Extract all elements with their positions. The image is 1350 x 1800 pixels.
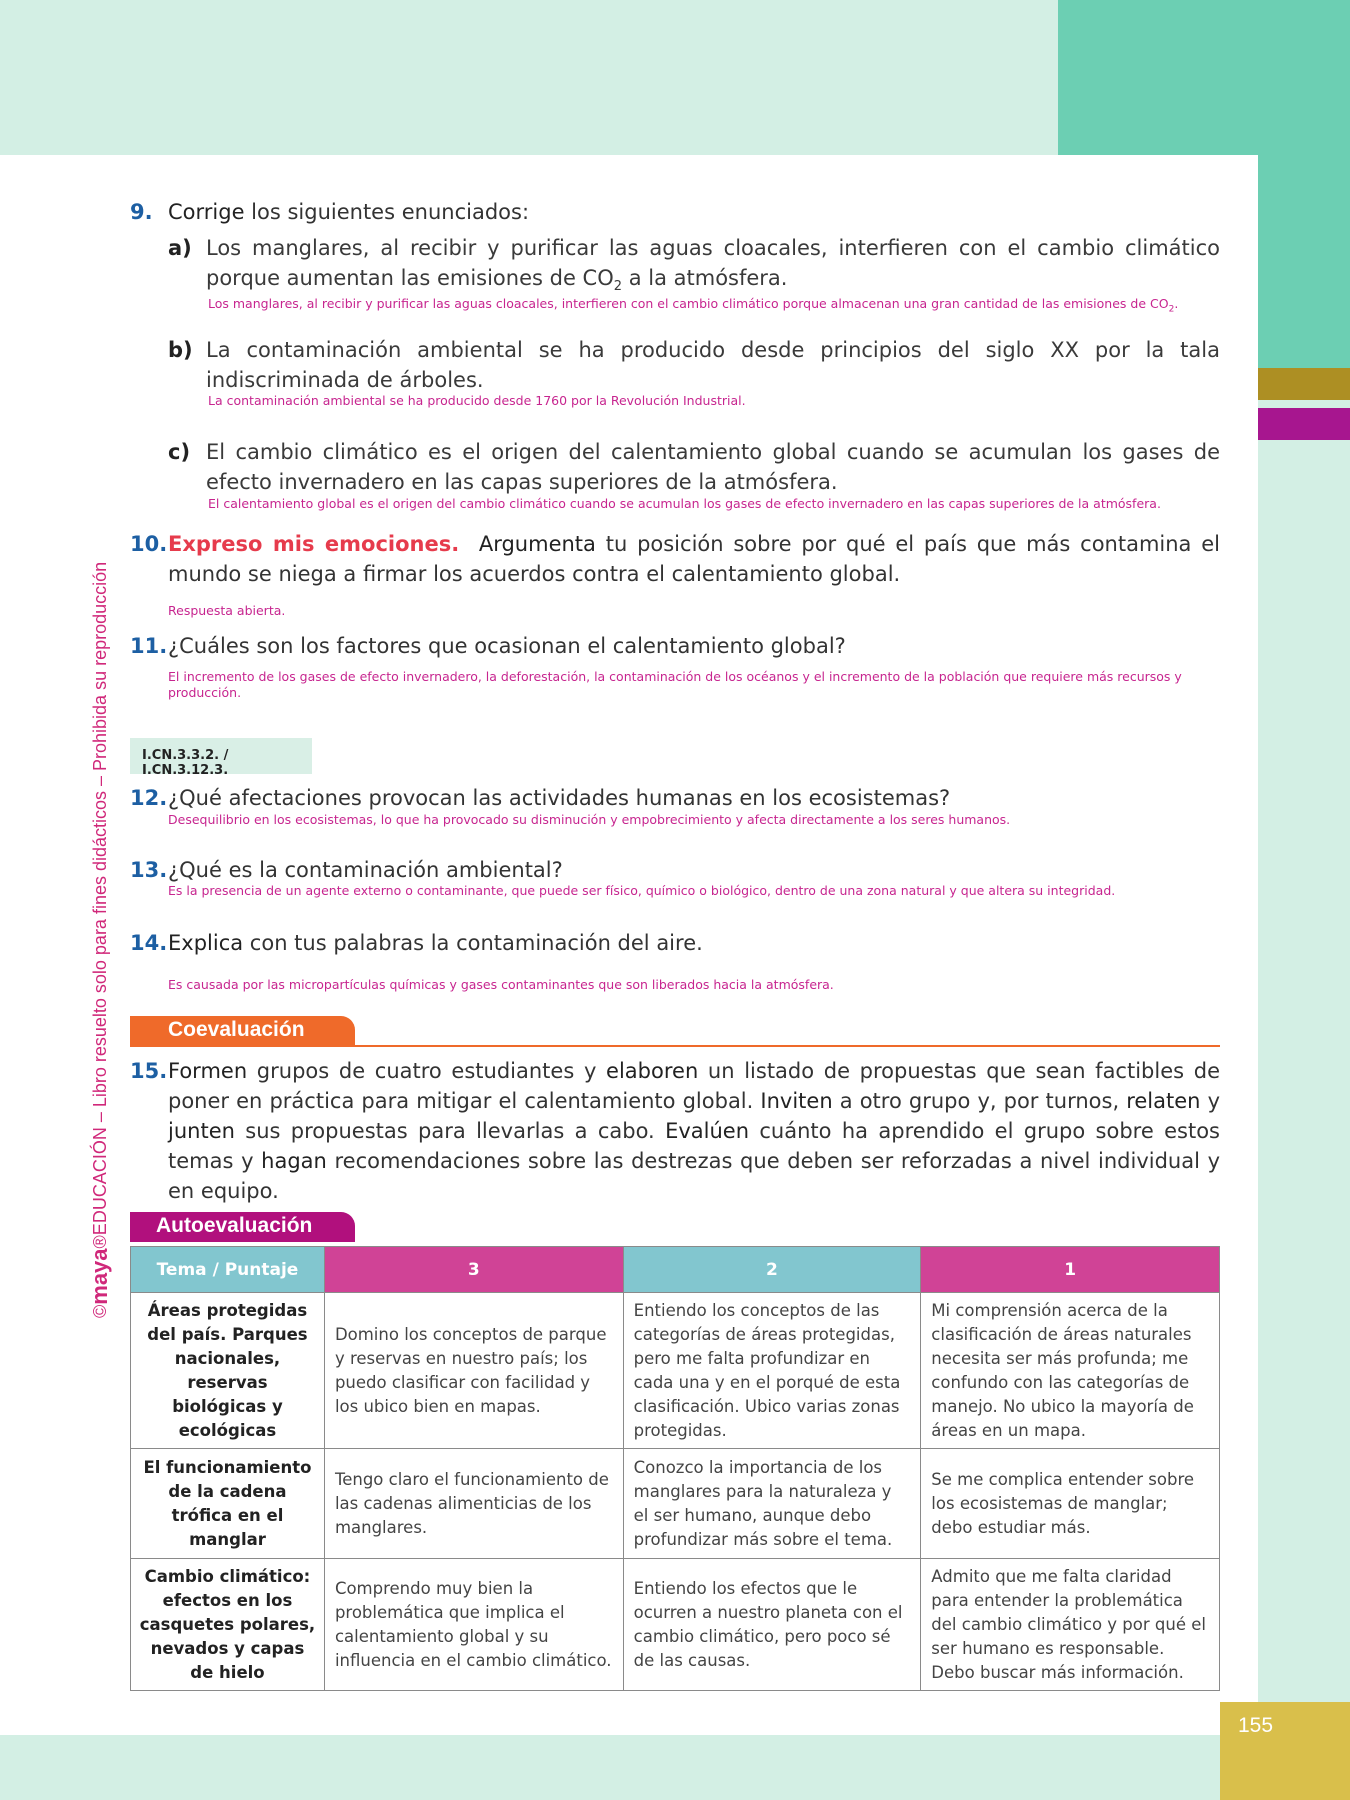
cell-score-2: Conozco la importancia de los manglares para la naturaleza y el ser humano, aunque debo profundizar más sobre el tema. [623, 1449, 921, 1559]
subscript: 2 [613, 279, 623, 295]
text-part: recomendaciones sobre las destrezas que deben ser reforzadas a nivel individual y en equipo. [168, 1149, 1220, 1203]
cell-score-1: Mi comprensión acerca de la clasificación de áreas naturales necesita ser más profunda; me confundo con las categorías de manejo. No ubico la mayoría de áreas en un mapa. [921, 1293, 1220, 1449]
answer-14: Es causada por las micropartículas químicas y gases contaminantes que son liberados hacia la atmósfera. [168, 977, 834, 992]
question-text: ¿Cuáles son los factores que ocasionan el calentamiento global? [168, 634, 846, 658]
answer-10: Respuesta abierta. [168, 603, 286, 618]
item-9b [168, 335, 1220, 395]
section-label: Expreso mis emociones. [168, 532, 460, 556]
item-letter: a) [168, 236, 192, 260]
item-text: La contaminación ambiental se ha producido desde principios del siglo XX por la tala indiscriminada de árboles. [206, 338, 1220, 392]
keyword: Evalúen [665, 1119, 750, 1143]
item-text: El cambio climático es el origen del calentamiento global cuando se acumulan los gases de efecto invernadero en las capas superiores de la atmósfera. [206, 440, 1220, 494]
question-text: con tus palabras la contaminación del aire. [243, 931, 703, 955]
header-score-1: 1 [921, 1247, 1220, 1293]
text-part: cuánto ha aprendido el grupo sobre estos temas y [168, 1119, 1220, 1173]
item-9a [168, 233, 1220, 302]
answer-12: Desequilibrio en los ecosistemas, lo que ha provocado su disminución y empobrecimiento y afecta directamente a los seres humanos. [168, 812, 1011, 827]
copyright-symbol: © [89, 1304, 110, 1318]
cell-score-3: Tengo claro el funcionamiento de las cadenas alimenticias de los manglares. [324, 1449, 623, 1559]
keyword: relaten [1126, 1089, 1201, 1113]
autoevaluacion-rubric [130, 1246, 1220, 1691]
keyword: Formen [168, 1059, 248, 1083]
keyword: Argumenta [478, 532, 596, 556]
header-score-2: 2 [623, 1247, 921, 1293]
item-9c [168, 437, 1220, 497]
text-part: grupos de cuatro estudiantes y [247, 1059, 607, 1083]
answer-13: Es la presencia de un agente externo o contaminante, que puede ser físico, químico o biológico, dentro de una zona natural y que altera su integridad. [168, 883, 1116, 898]
keyword: junten [168, 1119, 235, 1143]
copyright-side-note [82, 478, 118, 1318]
chapter-tab-olive [1258, 368, 1350, 400]
item-letter: b) [168, 338, 193, 362]
question-15 [130, 1056, 1220, 1206]
rubric-header-row [131, 1247, 1220, 1293]
keyword: Inviten [760, 1089, 833, 1113]
question-number: 12. [130, 786, 168, 810]
question-10 [130, 529, 1220, 589]
autoevaluacion-heading: Autoevaluación [130, 1212, 355, 1242]
page-number: 155 [1220, 1702, 1350, 1800]
question-12 [130, 783, 1220, 813]
question-number: 14. [130, 931, 168, 955]
text-part: a otro grupo y, por turnos, [832, 1089, 1127, 1113]
table-row [131, 1559, 1220, 1691]
item-letter: c) [168, 440, 191, 464]
item-text-part: Los manglares, al recibir y purificar las aguas cloacales, interfieren con el cambio climático porque aumentan las emisiones de CO [206, 236, 1220, 290]
question-number: 13. [130, 858, 168, 882]
answer-9c: El calentamiento global es el origen del cambio climático cuando se acumulan los gases de efecto invernadero en las capas superiores de la atmósfera. [208, 496, 1161, 511]
answer-9b: La contaminación ambiental se ha producido desde 1760 por la Revolución Industrial. [208, 393, 746, 408]
header-score-3: 3 [324, 1247, 623, 1293]
indicator-code: I.CN.3.3.2. / I.CN.3.12.3. [130, 738, 312, 774]
side-note-text: ®EDUCACIÓN – Libro resuelto solo para fines didácticos – Prohibida su reproducción [89, 561, 110, 1249]
row-topic: Cambio climático: efectos en los casquetes polares, nevados y capas de hielo [131, 1559, 325, 1691]
question-number: 10. [130, 532, 168, 556]
bottom-band [0, 1735, 1350, 1800]
question-14 [130, 928, 1220, 958]
question-number: 9. [130, 200, 153, 224]
text-part: sus propuestas para llevarlas a cabo. [234, 1119, 666, 1143]
brand-logo: maya [87, 1248, 112, 1305]
question-9 [130, 197, 1220, 227]
item-text [168, 233, 1220, 302]
cell-score-2: Entiendo los efectos que le ocurren a nuestro planeta con el cambio climático, pero poco sé de las causas. [623, 1559, 921, 1691]
question-text: ¿Qué es la contaminación ambiental? [168, 858, 563, 882]
coevaluacion-rule [130, 1045, 1220, 1047]
item-text-part: a la atmósfera. [622, 266, 788, 290]
question-number: 11. [130, 634, 168, 658]
subscript: 2 [1168, 304, 1175, 315]
row-topic: Áreas protegidas del país. Parques nacionales, reservas biológicas y ecológicas [131, 1293, 325, 1449]
question-11 [130, 631, 1220, 661]
cell-score-1: Admito que me falta claridad para entender la problemática del cambio climático y por qué el ser humano es responsable. Debo buscar más información. [921, 1559, 1220, 1691]
cell-score-3: Domino los conceptos de parque y reservas en nuestro país; los puedo clasificar con facilidad y los ubico bien en mapas. [324, 1293, 623, 1449]
keyword: Explica [168, 931, 244, 955]
text-part: un listado de propuestas que sean factibles de poner en práctica para mitigar el calentamiento global. [168, 1059, 1220, 1113]
chapter-tab-magenta [1258, 408, 1350, 440]
header-topic: Tema / Puntaje [131, 1247, 325, 1293]
table-row [131, 1293, 1220, 1449]
keyword: Corrige [168, 200, 245, 224]
question-text: ¿Qué afectaciones provocan las actividades humanas en los ecosistemas? [168, 786, 951, 810]
coevaluacion-heading: Coevaluación [130, 1016, 355, 1046]
answer-9a [208, 296, 1220, 318]
cell-score-1: Se me complica entender sobre los ecosistemas de manglar; debo estudiar más. [921, 1449, 1220, 1559]
answer-text: . [1174, 296, 1179, 311]
keyword: elaboren [606, 1059, 699, 1083]
question-text: los siguientes enunciados: [244, 200, 530, 224]
answer-11: El incremento de los gases de efecto invernadero, la deforestación, la contaminación de los océanos y el incremento de la población que requiere más recursos y producción. [168, 669, 1182, 700]
cell-score-2: Entiendo los conceptos de las categorías de áreas protegidas, pero me falta profundizar en cada una y en el porqué de esta clasificación. Ubico varias zonas protegidas. [623, 1293, 921, 1449]
answer-text: Los manglares, al recibir y purificar las aguas cloacales, interfieren con el cambio climático porque almacenan una gran cantidad de las emisiones de CO [208, 296, 1169, 311]
question-number: 15. [130, 1059, 168, 1083]
cell-score-3: Comprendo muy bien la problemática que implica el calentamiento global y su influencia en el cambio climático. [324, 1559, 623, 1691]
table-row [131, 1449, 1220, 1559]
question-text: tu posición sobre por qué el país que más contamina el mundo se niega a firmar los acuerdos contra el calentamiento global. [168, 532, 1220, 586]
keyword: hagan [261, 1149, 327, 1173]
text-part: y [1200, 1089, 1221, 1113]
row-topic: El funcionamiento de la cadena trófica en el manglar [131, 1449, 325, 1559]
question-13 [130, 855, 1220, 885]
